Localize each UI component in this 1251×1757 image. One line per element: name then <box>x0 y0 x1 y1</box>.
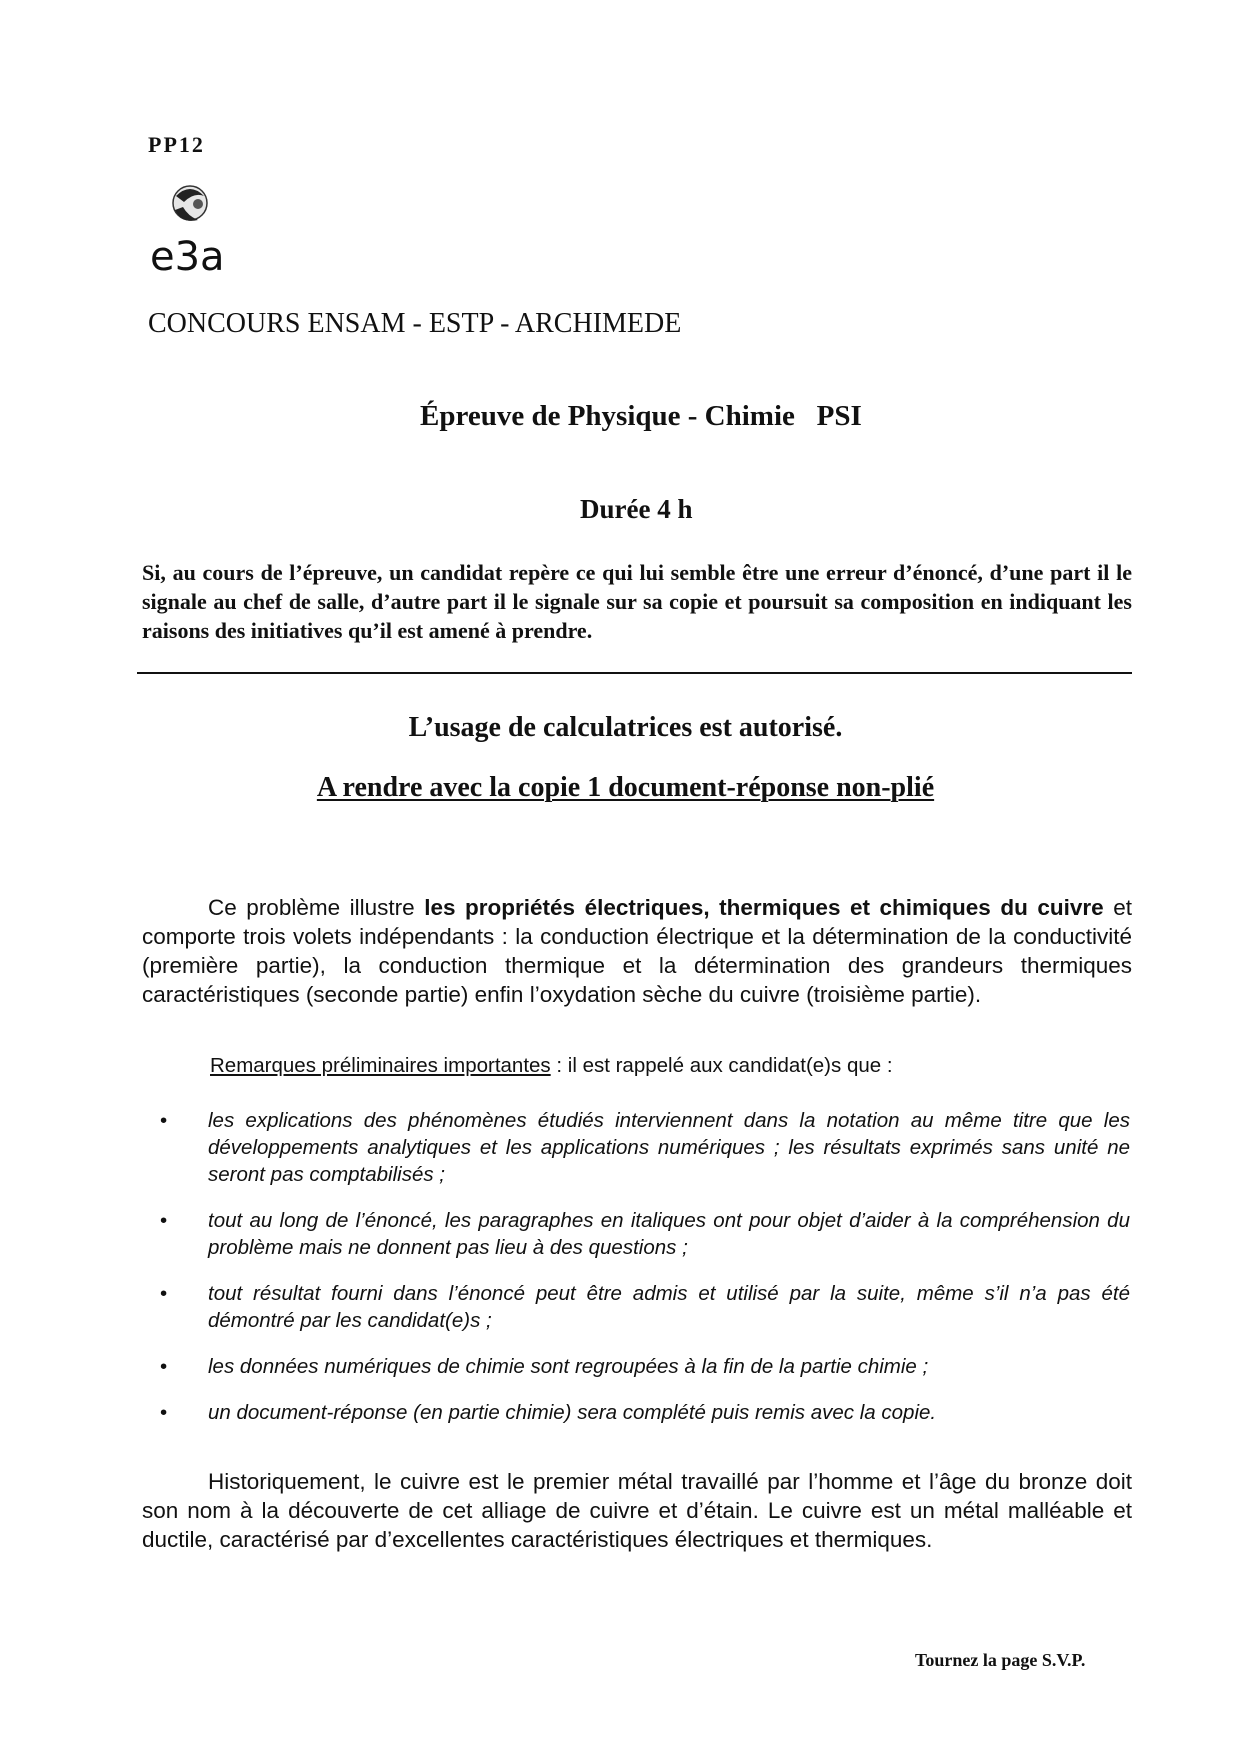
intro-text-bold: les propriétés électriques, thermiques et chimiques du cuivre <box>424 895 1104 920</box>
remarks-heading-suffix: : il est rappelé aux candidat(e)s que : <box>550 1054 893 1077</box>
logo-emblem-icon <box>173 186 207 221</box>
answer-document-text: A rendre avec la copie 1 document-réponse non-plié <box>316 772 935 803</box>
remarks-heading-label: Remarques préliminaires importantes <box>210 1054 551 1077</box>
contest-title: CONCOURS ENSAM - ESTP - ARCHIMEDE <box>148 308 682 339</box>
divider <box>137 672 1132 674</box>
remark-text: tout résultat fourni dans l’énoncé peut être admis et utilisé par la suite, même s’il n’a pas été démontré par les candidat(e)s ; <box>208 1282 1130 1332</box>
remarks-list <box>160 1107 1130 1445</box>
bullet-icon: • <box>160 1109 168 1132</box>
list-item <box>160 1207 1130 1261</box>
remark-text: les explications des phénomènes étudiés interviennent dans la notation au même titre que les développements analytiques et les applications numériques ; les résultats exprimés sans unité ne seront pas comptabilisés ; <box>208 1109 1130 1186</box>
remark-text: un document-réponse (en partie chimie) sera complété puis remis avec la copie. <box>208 1401 937 1424</box>
bullet-icon: • <box>160 1355 168 1378</box>
bullet-icon: • <box>160 1209 168 1232</box>
history-paragraph: Historiquement, le cuivre est le premier métal travaillé par l’homme et l’âge du bronze doit son nom à la découverte de cet alliage de cuivre et d’étain. Le cuivre est un métal malléable et ductile, caractérisé par d’excellentes caractéristiques électriques et thermiques. <box>142 1469 1132 1552</box>
calculator-notice: L’usage de calculatrices est autorisé. <box>408 712 843 743</box>
exam-duration: Durée 4 h <box>580 494 693 524</box>
list-item <box>160 1353 1130 1380</box>
intro-paragraph <box>142 893 1132 1009</box>
exam-code: PP12 <box>148 132 205 157</box>
turn-page-note: Tournez la page S.V.P. <box>915 1650 1086 1670</box>
remark-text: tout au long de l’énoncé, les paragraphes en italiques ont pour objet d’aider à la compréhension du problème mais ne donnent pas lieu à des questions ; <box>208 1209 1130 1259</box>
bullet-icon: • <box>160 1401 168 1424</box>
remarks-heading <box>210 1054 893 1078</box>
logo-text: e3a <box>150 234 225 280</box>
answer-document-notice <box>0 772 1251 804</box>
e3a-logo <box>150 180 270 280</box>
error-notice: Si, au cours de l’épreuve, un candidat repère ce qui lui semble être une erreur d’énoncé, d’une part il le signale au chef de salle, d’autre part il le signale sur sa copie et poursuit sa composition en indiquant les raisons des initiatives qu’il est amené à prendre. <box>142 560 1132 643</box>
intro-text-after: et comporte trois volets indépendants : la conduction électrique et la détermination de la conductivité (première partie), la conduction thermique et la détermination des grandeurs thermiques caractéristiques (seconde partie) enfin l’oxydation sèche du cuivre (troisième partie). <box>142 895 1132 1007</box>
intro-text-before: Ce problème illustre <box>208 895 425 920</box>
list-item <box>160 1399 1130 1426</box>
exam-title: Épreuve de Physique - Chimie PSI <box>420 400 862 432</box>
remark-text: les données numériques de chimie sont regroupées à la fin de la partie chimie ; <box>208 1355 929 1378</box>
bullet-icon: • <box>160 1282 168 1305</box>
list-item <box>160 1107 1130 1188</box>
list-item <box>160 1280 1130 1334</box>
